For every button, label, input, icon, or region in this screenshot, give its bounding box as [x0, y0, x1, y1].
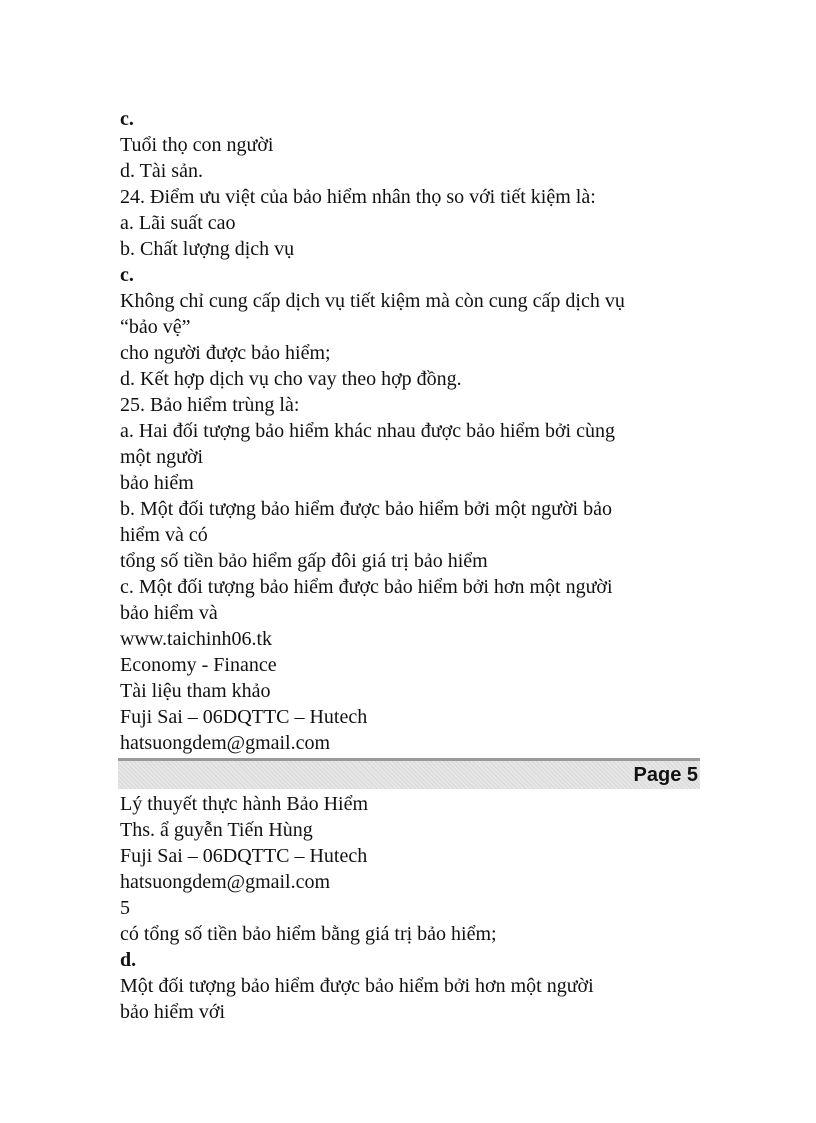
text-line: Tài liệu tham khảo — [120, 680, 271, 702]
text-line: một người — [120, 446, 204, 468]
text-line: b. Chất lượng dịch vụ — [120, 238, 295, 260]
text-line: 24. Điểm ưu việt của bảo hiểm nhân thọ so với tiết kiệm là: — [120, 186, 596, 208]
document-body-bottom — [120, 791, 720, 1025]
document-page — [120, 106, 720, 1025]
text-line: Một đối tượng bảo hiểm được bảo hiểm bởi hơn một người — [120, 975, 594, 997]
text-line: Không chỉ cung cấp dịch vụ tiết kiệm mà còn cung cấp dịch vụ — [120, 290, 625, 312]
page-number-label: Page 5 — [633, 764, 698, 786]
text-line: bảo hiểm và — [120, 602, 218, 624]
text-line: “bảo vệ” — [120, 316, 191, 338]
text-line: hatsuongdem@gmail.com — [120, 732, 331, 754]
text-line: c. Một đối tượng bảo hiểm được bảo hiểm bởi hơn một người — [120, 576, 613, 598]
text-line: d. Tài sản. — [120, 160, 203, 182]
text-line: c. — [120, 264, 134, 286]
text-line: Economy - Finance — [120, 654, 277, 676]
text-line: tổng số tiền bảo hiểm gấp đôi giá trị bảo hiểm — [120, 550, 488, 572]
text-line: Ths. ẩ guyễn Tiến Hùng — [120, 819, 313, 841]
document-body-top — [120, 106, 720, 756]
text-line: Tuổi thọ con người — [120, 134, 274, 156]
text-line: hatsuongdem@gmail.com — [120, 871, 331, 893]
text-line: www.taichinh06.tk — [120, 628, 273, 650]
text-line: a. Lãi suất cao — [120, 212, 236, 234]
text-line: d. — [120, 949, 137, 971]
text-line: Lý thuyết thực hành Bảo Hiểm — [120, 793, 369, 815]
page-footer-bar — [118, 758, 700, 789]
text-line: 5 — [120, 897, 130, 919]
text-line: d. Kết hợp dịch vụ cho vay theo hợp đồng. — [120, 368, 462, 390]
text-line: c. — [120, 108, 134, 130]
text-line: b. Một đối tượng bảo hiểm được bảo hiểm bởi một người bảo — [120, 498, 612, 520]
text-line: 25. Bảo hiểm trùng là: — [120, 394, 300, 416]
text-line: cho người được bảo hiểm; — [120, 342, 331, 364]
text-line: bảo hiểm — [120, 472, 194, 494]
text-line: Fuji Sai – 06DQTTC – Hutech — [120, 845, 368, 867]
text-line: hiểm và có — [120, 524, 208, 546]
text-line: bảo hiểm với — [120, 1001, 225, 1023]
text-line: Fuji Sai – 06DQTTC – Hutech — [120, 706, 368, 728]
text-line: có tổng số tiền bảo hiểm bằng giá trị bảo hiểm; — [120, 923, 497, 945]
text-line: a. Hai đối tượng bảo hiểm khác nhau được bảo hiểm bởi cùng — [120, 420, 615, 442]
